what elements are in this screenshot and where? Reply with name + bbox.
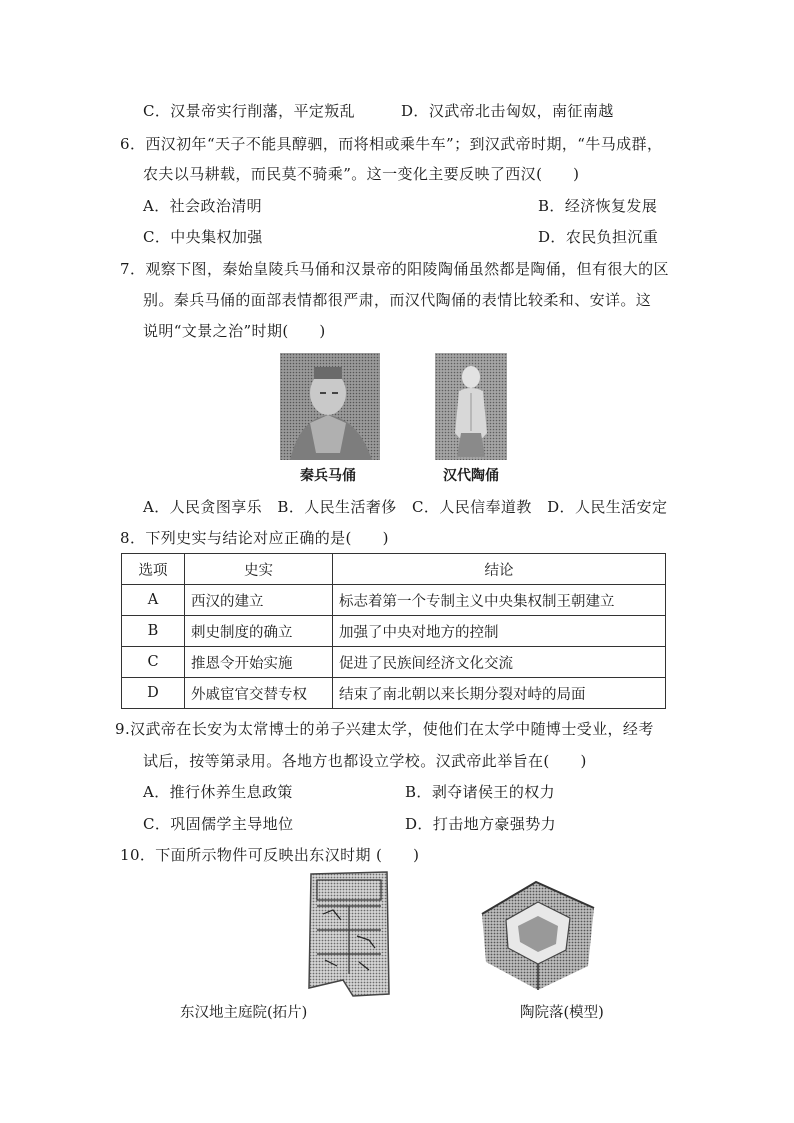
table-cell: 促进了民族间经济文化交流: [333, 647, 666, 678]
q10-stem: 10．下面所示物件可反映出东汉时期 ( ): [120, 846, 420, 864]
q7-options: A．人民贪图享乐 B．人民生活奢侈 C．人民信奉道教 D．人民生活安定: [143, 498, 668, 516]
han-pottery-figurine-image: [435, 353, 507, 460]
eastern-han-courtyard-rubbing-image: [303, 870, 391, 997]
q6-option-d: D．农民负担沉重: [538, 228, 659, 246]
table-cell: 外戚宦官交替专权: [185, 678, 333, 709]
table-cell: 推恩令开始实施: [185, 647, 333, 678]
table-header: 史实: [185, 554, 333, 585]
table-header: 结论: [333, 554, 666, 585]
table-cell: C: [122, 647, 185, 678]
q6-stem-line2: 农夫以马耕载，而民莫不骑乘”。这一变化主要反映了西汉( ): [143, 165, 580, 183]
table-row: [122, 616, 666, 647]
q6-option-a: A．社会政治清明: [143, 197, 263, 215]
q6-option-c: C．中央集权加强: [143, 228, 263, 246]
q9-stem-line2: 试后，按等第录用。各地方也都设立学校。汉武帝此举旨在( ): [143, 752, 587, 770]
q9-option-d: D．打击地方豪强势力: [405, 815, 557, 833]
table-cell: B: [122, 616, 185, 647]
q5-option-d: D．汉武帝北击匈奴，南征南越: [401, 102, 614, 120]
table-cell: 西汉的建立: [185, 585, 333, 616]
q8-table: [121, 553, 666, 709]
q7-stem-line2: 别。秦兵马俑的面部表情都很严肃，而汉代陶俑的表情比较柔和、安详。这: [143, 291, 652, 309]
q7-stem-line1: 7．观察下图，秦始皇陵兵马俑和汉景帝的阳陵陶俑虽然都是陶俑，但有很大的区: [120, 260, 669, 278]
table-row: [122, 585, 666, 616]
q6-stem-line1: 6．西汉初年“天子不能具醇驷，而将相或乘牛车”；到汉武帝时期，“牛马成群，: [120, 135, 663, 153]
qin-terracotta-warrior-image: [280, 353, 380, 460]
table-cell: A: [122, 585, 185, 616]
table-cell: 加强了中央对地方的控制: [333, 616, 666, 647]
q10-caption-left: 东汉地主庭院(拓片): [180, 1005, 308, 1021]
q10-caption-right: 陶院落(模型): [520, 1005, 604, 1021]
table-cell: 结束了南北朝以来长期分裂对峙的局面: [333, 678, 666, 709]
q8-stem: 8．下列史实与结论对应正确的是( ): [120, 529, 389, 547]
q9-option-c: C．巩固儒学主导地位: [143, 815, 294, 833]
q9-option-a: A．推行休养生息政策: [143, 783, 293, 801]
q7-caption-left: 秦兵马俑: [300, 468, 356, 484]
q9-stem-line1: 9.汉武帝在长安为太常博士的弟子兴建太学，使他们在太学中随博士受业，经考: [115, 720, 654, 738]
table-cell: 刺史制度的确立: [185, 616, 333, 647]
pottery-courtyard-model-image: [478, 878, 598, 993]
table-cell: D: [122, 678, 185, 709]
q7-stem-line3: 说明“文景之治”时期( ): [143, 322, 326, 340]
table-row: [122, 678, 666, 709]
q9-option-b: B．剥夺诸侯王的权力: [405, 783, 556, 801]
q5-option-c: C．汉景帝实行削藩，平定叛乱: [143, 102, 356, 120]
table-header-row: [122, 554, 666, 585]
q6-option-b: B．经济恢复发展: [538, 197, 658, 215]
table-row: [122, 647, 666, 678]
table-cell: 标志着第一个专制主义中央集权制王朝建立: [333, 585, 666, 616]
q7-caption-right: 汉代陶俑: [443, 468, 499, 484]
table-header: 选项: [122, 554, 185, 585]
